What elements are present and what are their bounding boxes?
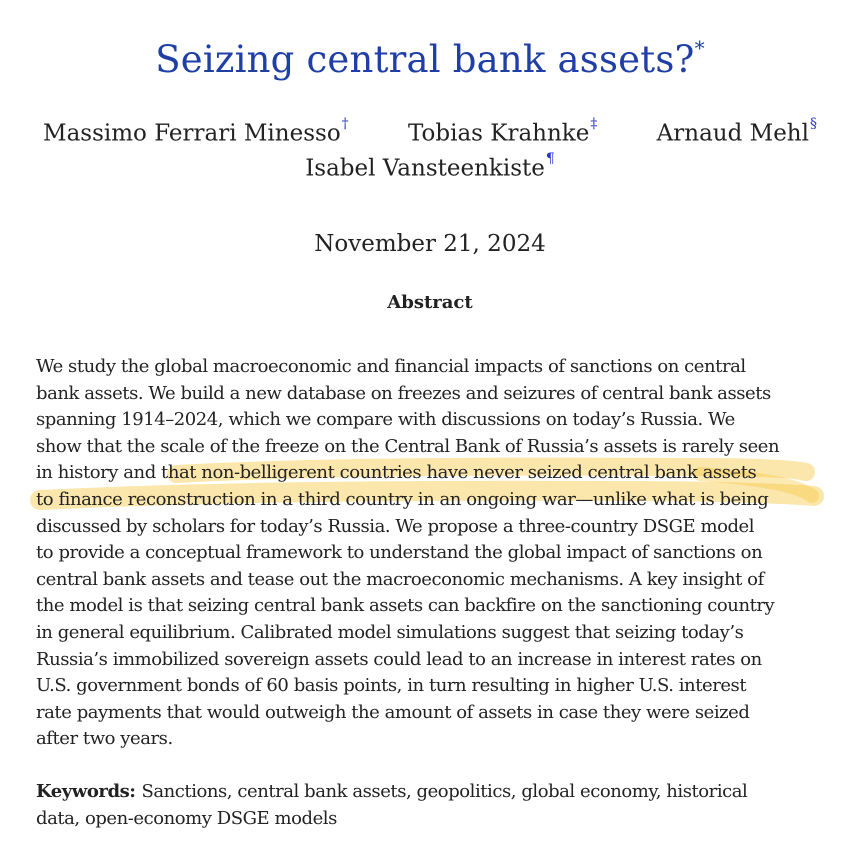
- author: [407, 116, 598, 147]
- author-name: Arnaud Mehl: [656, 120, 809, 147]
- author-name: Massimo Ferrari Minesso: [43, 120, 341, 147]
- author-footnote-mark[interactable]: ¶: [545, 151, 555, 167]
- paper-title: [0, 35, 860, 81]
- keywords-text: Sanctions, central bank assets, geopolitics, global economy, historical: [141, 781, 748, 802]
- keywords-section: [36, 779, 826, 832]
- abstract-line: We study the global macroeconomic and financial impacts of sanctions on central: [36, 356, 746, 377]
- abstract-line: bank assets. We build a new database on freezes and seizures of central bank assets: [36, 382, 771, 404]
- title-footnote-mark: *: [694, 35, 705, 60]
- author: [656, 116, 817, 147]
- abstract-line: U.S. government bonds of 60 basis points, in turn resulting in higher U.S. interest: [36, 675, 747, 697]
- author: [43, 116, 349, 147]
- abstract-line: spanning 1914–2024, which we compare with discussions on today’s Russia. We: [36, 409, 735, 431]
- abstract-line: to provide a conceptual framework to understand the global impact of sanctions on: [36, 542, 763, 564]
- author-footnote-mark[interactable]: †: [341, 116, 349, 132]
- abstract-line: show that the scale of the freeze on the Central Bank of Russia’s assets is rarely seen: [36, 435, 780, 457]
- abstract-body: [36, 354, 826, 753]
- author-list-line-2: [0, 151, 860, 182]
- publication-date: November 21, 2024: [314, 231, 546, 257]
- author-list-line-1: [0, 116, 860, 147]
- abstract-line: in general equilibrium. Calibrated model simulations suggest that seizing today’s: [36, 621, 744, 643]
- author-name: Tobias Krahnke: [407, 120, 590, 147]
- abstract-heading: Abstract: [387, 292, 473, 313]
- abstract-line: central bank assets and tease out the macroeconomic mechanisms. A key insight of: [36, 568, 764, 590]
- author: [305, 151, 555, 182]
- author-footnote-mark[interactable]: ‡: [590, 116, 598, 132]
- author-name: Isabel Vansteenkiste: [305, 155, 545, 182]
- abstract-line: the model is that seizing central bank assets can backfire on the sanctioning country: [36, 595, 775, 617]
- abstract-line: in history and that non-belligerent countries have never seized central bank assets: [36, 462, 757, 484]
- abstract-line: Russia’s immobilized sovereign assets could lead to an increase in interest rates on: [36, 648, 762, 670]
- paper-title-text: Seizing central bank assets?: [155, 38, 695, 81]
- abstract-line: after two years.: [36, 728, 173, 750]
- abstract-line: rate payments that would outweigh the amount of assets in case they were seized: [36, 701, 750, 723]
- keywords-line: data, open-economy DSGE models: [36, 807, 337, 829]
- author-footnote-mark[interactable]: §: [809, 116, 817, 132]
- abstract-line: discussed by scholars for today’s Russia. We propose a three-country DSGE model: [36, 515, 755, 537]
- abstract-line: to finance reconstruction in a third country in an ongoing war—unlike what is being: [36, 488, 769, 510]
- keywords-line: [36, 779, 826, 806]
- keywords-label: Keywords:: [36, 781, 136, 802]
